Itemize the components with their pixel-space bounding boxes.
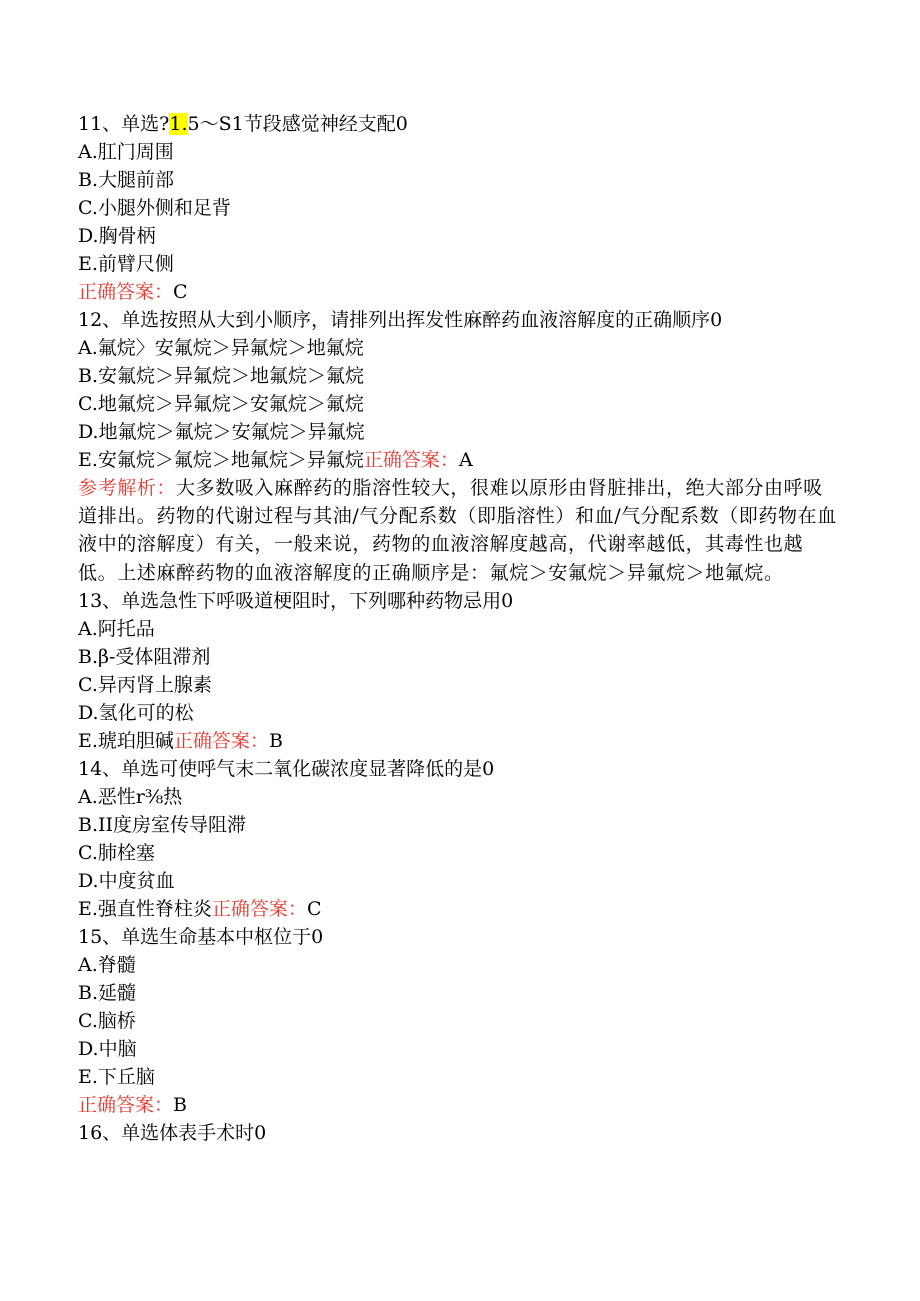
option: B.安氟烷＞异氟烷＞地氟烷＞氟烷 bbox=[78, 365, 365, 387]
option: A.恶性r⅜热 bbox=[78, 785, 183, 808]
option: A.氟烷〉安氟烷＞异氟烷＞地氟烷 bbox=[78, 337, 364, 359]
answer-label: 正确答案： bbox=[363, 449, 459, 471]
highlighted-text: 1. bbox=[169, 113, 188, 135]
analysis-paragraph bbox=[78, 474, 838, 587]
option: E.安氟烷＞氟烷＞地氟烷＞异氟烷 bbox=[78, 449, 364, 471]
question-stem: 15、单选生命基本中枢位于0 bbox=[78, 925, 324, 948]
answer-label: 正确答案： bbox=[173, 729, 269, 752]
option: D.中脑 bbox=[78, 1037, 137, 1060]
option: A.肛门周围 bbox=[78, 141, 174, 163]
option: B.大腿前部 bbox=[78, 169, 175, 191]
question-stem: 12、单选按照从大到小顺序，请排列出挥发性麻醉药血液溶解度的正确顺序0 bbox=[78, 309, 723, 331]
stem-text: 11、单选? bbox=[78, 113, 170, 135]
option: D.氢化可的松 bbox=[78, 701, 194, 724]
option: D.中度贫血 bbox=[78, 869, 175, 892]
question-stem: 14、单选可使呼气末二氧化碳浓度显著降低的是0 bbox=[78, 757, 495, 780]
document-page bbox=[78, 110, 838, 1147]
option: B.β-受体阻滞剂 bbox=[78, 645, 211, 668]
option: C.地氟烷＞异氟烷＞安氟烷＞氟烷 bbox=[78, 393, 364, 415]
answer-line bbox=[78, 278, 838, 306]
answer-label: 正确答案： bbox=[78, 281, 174, 303]
question-stem bbox=[78, 110, 838, 138]
answer-label: 正确答案： bbox=[211, 897, 307, 920]
option: C.脑桥 bbox=[78, 1009, 136, 1032]
stem-text: 5～S1节段感觉神经支配0 bbox=[187, 113, 408, 135]
option: E.前臂尺侧 bbox=[78, 253, 174, 275]
answer-value: B bbox=[173, 1093, 187, 1116]
answer-value: C bbox=[306, 897, 322, 920]
option-with-answer bbox=[78, 727, 838, 755]
option: E.强直性脊柱炎 bbox=[78, 897, 212, 920]
option: A.脊髓 bbox=[78, 953, 136, 976]
answer-value: C bbox=[173, 281, 188, 303]
answer-label: 正确答案： bbox=[78, 1093, 174, 1116]
question-stem: 16、单选体表手术时0 bbox=[78, 1121, 267, 1144]
option: A.阿托品 bbox=[78, 617, 155, 640]
option: C.肺栓塞 bbox=[78, 841, 155, 864]
option-with-answer bbox=[78, 895, 838, 923]
option: C.异丙肾上腺素 bbox=[78, 673, 212, 696]
option: E.琥珀胆碱 bbox=[78, 729, 174, 752]
option: C.小腿外侧和足背 bbox=[78, 197, 231, 219]
analysis-text: 大多数吸入麻醉药的脂溶性较大，很难以原形由肾脏排出，绝大部分由呼吸道排出。药物的代谢过程与其油/气分配系数（即脂溶性）和血/气分配系数（即药物在血液中的溶解度）有关，一般来说，药物的血液溶解度越高，代谢率越低，其毒性也越低。上述麻醉药物的血液溶解度的正确顺序是：氟烷＞安氟烷＞异氟烷＞地氟烷。 bbox=[78, 477, 837, 584]
option: D.胸骨柄 bbox=[78, 225, 156, 247]
answer-value: B bbox=[268, 729, 283, 752]
option: B.延髓 bbox=[78, 981, 137, 1004]
option: D.地氟烷＞氟烷＞安氟烷＞异氟烷 bbox=[78, 421, 365, 443]
answer-value: A bbox=[458, 449, 473, 471]
question-stem: 13、单选急性下呼吸道梗阻时，下列哪种药物忌用0 bbox=[78, 589, 514, 612]
analysis-label: 参考解析： bbox=[78, 477, 177, 499]
option: B.II度房室传导阻滞 bbox=[78, 813, 247, 836]
answer-line bbox=[78, 1091, 838, 1119]
option: E.下丘脑 bbox=[78, 1065, 155, 1088]
option-with-answer bbox=[78, 446, 838, 474]
